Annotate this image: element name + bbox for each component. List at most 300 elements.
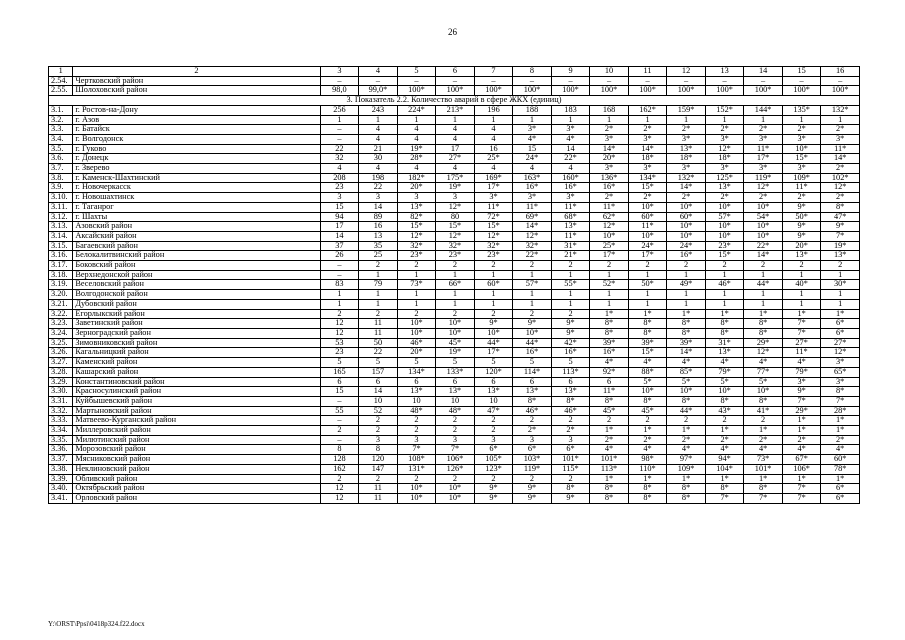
value-cell: 13*	[667, 144, 706, 154]
value-cell: 1	[744, 115, 783, 125]
value-cell: 3	[436, 435, 475, 445]
value-cell: 5*	[667, 377, 706, 387]
value-cell: 2	[551, 416, 590, 426]
value-cell: 12	[320, 493, 359, 503]
value-cell: 2	[436, 309, 475, 319]
value-cell: 27*	[436, 154, 475, 164]
value-cell: 32*	[474, 241, 513, 251]
value-cell: 110*	[628, 464, 667, 474]
value-cell: 5*	[744, 377, 783, 387]
value-cell: –	[628, 76, 667, 86]
value-cell: –	[320, 134, 359, 144]
table-row	[49, 416, 860, 426]
value-cell: 12*	[590, 222, 629, 232]
value-cell: 92*	[590, 367, 629, 377]
value-cell: 3*	[705, 164, 744, 174]
value-cell: 29*	[744, 338, 783, 348]
value-cell: 2*	[667, 125, 706, 135]
table-row	[49, 280, 860, 290]
value-cell: 8*	[667, 319, 706, 329]
value-cell: 2*	[744, 125, 783, 135]
value-cell: 2	[551, 261, 590, 271]
value-cell: 5*	[705, 377, 744, 387]
value-cell: 8*	[667, 396, 706, 406]
value-cell: 10*	[667, 202, 706, 212]
value-cell: 2	[397, 261, 436, 271]
value-cell: 100*	[782, 86, 821, 96]
value-cell: 8*	[705, 396, 744, 406]
value-cell: 2*	[744, 193, 783, 203]
value-cell: 1*	[821, 416, 860, 426]
row-index: 3.3.	[49, 125, 73, 135]
value-cell: 19*	[436, 348, 475, 358]
value-cell: 2	[782, 261, 821, 271]
value-cell: 55	[320, 406, 359, 416]
value-cell: 3	[551, 435, 590, 445]
value-cell: 7*	[744, 493, 783, 503]
value-cell: 125*	[705, 173, 744, 183]
value-cell: 16*	[513, 348, 552, 358]
header-cell: 14	[744, 67, 783, 77]
value-cell: 13*	[782, 251, 821, 261]
value-cell: 4*	[667, 358, 706, 368]
value-cell: 1	[628, 290, 667, 300]
header-cell: 8	[513, 67, 552, 77]
value-cell: 10*	[705, 202, 744, 212]
value-cell: 22*	[551, 154, 590, 164]
value-cell: 15	[320, 387, 359, 397]
value-cell: –	[320, 435, 359, 445]
value-cell: –	[821, 76, 860, 86]
value-cell: 3*	[513, 193, 552, 203]
value-cell: 2	[359, 261, 398, 271]
value-cell: 15*	[474, 222, 513, 232]
row-name: Красносулинский район	[73, 387, 320, 397]
table-row	[49, 328, 860, 338]
value-cell: 9*	[513, 319, 552, 329]
value-cell: 4*	[705, 358, 744, 368]
value-cell: 1	[628, 299, 667, 309]
row-name: г. Волгодонск	[73, 134, 320, 144]
value-cell: 10*	[397, 493, 436, 503]
value-cell: 44*	[513, 338, 552, 348]
value-cell: 1*	[821, 309, 860, 319]
value-cell: 2*	[705, 125, 744, 135]
value-cell: 10*	[705, 231, 744, 241]
value-cell: 3*	[821, 134, 860, 144]
value-cell: 32*	[397, 241, 436, 251]
value-cell: 1	[359, 115, 398, 125]
value-cell: 162	[320, 464, 359, 474]
value-cell: 73*	[744, 455, 783, 465]
value-cell: 99,0*	[359, 86, 398, 96]
row-name: Чертковский район	[73, 76, 320, 86]
value-cell: 5	[513, 358, 552, 368]
value-cell: 4	[359, 134, 398, 144]
value-cell: 8*	[513, 396, 552, 406]
value-cell: 24*	[513, 154, 552, 164]
value-cell: 18*	[705, 154, 744, 164]
header-cell: 2	[73, 67, 320, 77]
value-cell: 132*	[821, 105, 860, 115]
value-cell: 1*	[782, 474, 821, 484]
value-cell: 5	[474, 358, 513, 368]
table-row	[49, 319, 860, 329]
value-cell: 6*	[821, 493, 860, 503]
row-index: 3.15.	[49, 241, 73, 251]
row-name: Зимовниковский район	[73, 338, 320, 348]
value-cell: 69*	[513, 212, 552, 222]
value-cell: 23	[320, 348, 359, 358]
value-cell: 100*	[705, 86, 744, 96]
value-cell: 20*	[397, 348, 436, 358]
value-cell: 2	[474, 416, 513, 426]
value-cell: 72*	[474, 212, 513, 222]
value-cell: 8*	[744, 484, 783, 494]
value-cell: 10*	[397, 319, 436, 329]
row-index: 3.12.	[49, 212, 73, 222]
value-cell: 10	[436, 396, 475, 406]
value-cell: 3*	[782, 164, 821, 174]
value-cell: 43*	[705, 406, 744, 416]
value-cell: 6*	[551, 445, 590, 455]
value-cell: 4	[359, 125, 398, 135]
row-index: 3.21.	[49, 299, 73, 309]
value-cell: 1*	[628, 309, 667, 319]
row-name: Октябрьский район	[73, 484, 320, 494]
value-cell: 9*	[474, 319, 513, 329]
value-cell: 2	[551, 474, 590, 484]
value-cell: 1*	[590, 474, 629, 484]
row-name: г. Гуково	[73, 144, 320, 154]
value-cell: 88*	[628, 367, 667, 377]
value-cell: 10	[474, 396, 513, 406]
value-cell: 136*	[590, 173, 629, 183]
value-cell: 11	[359, 319, 398, 329]
value-cell: 10*	[436, 484, 475, 494]
value-cell: 32	[320, 154, 359, 164]
row-name: г. Таганрог	[73, 202, 320, 212]
value-cell: 4*	[667, 445, 706, 455]
value-cell: 4*	[628, 358, 667, 368]
value-cell: 1	[628, 270, 667, 280]
row-index: 3.27.	[49, 358, 73, 368]
value-cell: –	[474, 76, 513, 86]
value-cell: 14	[359, 387, 398, 397]
value-cell: 3*	[744, 164, 783, 174]
value-cell: 1	[590, 270, 629, 280]
value-cell: 16*	[513, 183, 552, 193]
value-cell: 101*	[590, 455, 629, 465]
value-cell: 2	[744, 261, 783, 271]
value-cell: 35	[359, 241, 398, 251]
row-index: 3.33.	[49, 416, 73, 426]
value-cell: 4*	[590, 358, 629, 368]
value-cell: 108*	[397, 455, 436, 465]
row-index: 3.9.	[49, 183, 73, 193]
value-cell: 8*	[590, 319, 629, 329]
value-cell: 20*	[590, 154, 629, 164]
value-cell: 3*	[821, 377, 860, 387]
value-cell: 80	[436, 212, 475, 222]
value-cell: 17*	[628, 251, 667, 261]
value-cell: 3	[397, 435, 436, 445]
value-cell: 40*	[782, 280, 821, 290]
value-cell: –	[782, 76, 821, 86]
row-index: 3.38.	[49, 464, 73, 474]
row-name: Заветинский район	[73, 319, 320, 329]
value-cell: 49*	[667, 280, 706, 290]
value-cell: 10*	[667, 387, 706, 397]
value-cell: 8*	[590, 328, 629, 338]
value-cell: 7*	[782, 319, 821, 329]
value-cell: 2	[590, 261, 629, 271]
value-cell: 1	[359, 299, 398, 309]
value-cell: 8	[320, 445, 359, 455]
value-cell: 100*	[513, 86, 552, 96]
value-cell: 10*	[744, 222, 783, 232]
value-cell: 7*	[782, 328, 821, 338]
value-cell: 60*	[474, 280, 513, 290]
value-cell: 2	[359, 416, 398, 426]
row-name: Кагальницкий район	[73, 348, 320, 358]
value-cell: 46*	[397, 338, 436, 348]
value-cell: 1	[474, 115, 513, 125]
value-cell: 79*	[705, 367, 744, 377]
value-cell: 3*	[590, 164, 629, 174]
row-name: Каменский район	[73, 358, 320, 368]
value-cell: 4*	[782, 358, 821, 368]
table-row	[49, 348, 860, 358]
value-cell: 83	[320, 280, 359, 290]
value-cell: 11*	[513, 202, 552, 212]
value-cell: 2	[436, 261, 475, 271]
value-cell: 13*	[705, 348, 744, 358]
value-cell: 1	[821, 115, 860, 125]
value-cell: 9*	[551, 328, 590, 338]
value-cell: 25*	[474, 154, 513, 164]
value-cell: 1*	[782, 416, 821, 426]
row-index: 3.28.	[49, 367, 73, 377]
value-cell: 1	[667, 299, 706, 309]
value-cell: 12*	[744, 348, 783, 358]
value-cell: 14*	[821, 154, 860, 164]
value-cell: 103*	[513, 455, 552, 465]
value-cell: 15	[513, 144, 552, 154]
value-cell: 25*	[590, 241, 629, 251]
row-index: 3.22.	[49, 309, 73, 319]
value-cell: 3	[359, 435, 398, 445]
row-name: Милютинский район	[73, 435, 320, 445]
value-cell: 7*	[397, 445, 436, 455]
value-cell: 4	[320, 164, 359, 174]
value-cell: 126*	[436, 464, 475, 474]
row-name: Мартыновский район	[73, 406, 320, 416]
value-cell: 4	[474, 134, 513, 144]
value-cell: 10	[397, 396, 436, 406]
value-cell: 13*	[474, 387, 513, 397]
row-index: 3.14.	[49, 231, 73, 241]
value-cell: 8*	[551, 484, 590, 494]
value-cell: 3*	[474, 193, 513, 203]
value-cell: –	[320, 125, 359, 135]
value-cell: 6*	[474, 445, 513, 455]
value-cell: 22*	[744, 241, 783, 251]
value-cell: 4*	[705, 445, 744, 455]
value-cell: 4*	[590, 445, 629, 455]
value-cell: 7*	[821, 396, 860, 406]
value-cell: 1	[320, 115, 359, 125]
table-row	[49, 241, 860, 251]
value-cell: 10*	[744, 202, 783, 212]
header-cell: 15	[782, 67, 821, 77]
value-cell: 47*	[474, 406, 513, 416]
value-cell: 8	[359, 445, 398, 455]
value-cell: 4	[359, 164, 398, 174]
value-cell: 6	[474, 377, 513, 387]
value-cell: 1	[397, 299, 436, 309]
value-cell: 2*	[782, 193, 821, 203]
value-cell: 9*	[782, 222, 821, 232]
value-cell: 3	[474, 435, 513, 445]
value-cell: 3*	[513, 125, 552, 135]
value-cell: 4	[436, 125, 475, 135]
value-cell: 8*	[628, 328, 667, 338]
table-row	[49, 406, 860, 416]
value-cell: 7*	[705, 493, 744, 503]
value-cell: 10*	[705, 387, 744, 397]
value-cell: 16	[474, 144, 513, 154]
value-cell: 105*	[474, 455, 513, 465]
value-cell: 10*	[628, 387, 667, 397]
row-index: 3.2.	[49, 115, 73, 125]
value-cell: 8*	[821, 387, 860, 397]
value-cell: 17	[320, 222, 359, 232]
value-cell: 3*	[782, 377, 821, 387]
value-cell: 17	[436, 144, 475, 154]
value-cell: 1*	[744, 309, 783, 319]
value-cell: 10*	[744, 231, 783, 241]
value-cell: 14*	[667, 183, 706, 193]
value-cell: 13*	[397, 202, 436, 212]
value-cell: 45*	[436, 338, 475, 348]
value-cell: 29*	[782, 406, 821, 416]
row-index: 3.20.	[49, 290, 73, 300]
value-cell: 10*	[667, 222, 706, 232]
value-cell: 7*	[782, 493, 821, 503]
value-cell: 1	[628, 115, 667, 125]
value-cell: 22*	[513, 251, 552, 261]
value-cell: 60*	[821, 455, 860, 465]
header-cell: 13	[705, 67, 744, 77]
value-cell: 109*	[782, 173, 821, 183]
value-cell: 1	[551, 270, 590, 280]
value-cell: 3*	[551, 193, 590, 203]
value-cell: 28*	[397, 154, 436, 164]
value-cell: 14*	[513, 222, 552, 232]
table-row	[49, 377, 860, 387]
value-cell: 2*	[705, 435, 744, 445]
row-name: Неклиновский район	[73, 464, 320, 474]
value-cell: 100*	[397, 86, 436, 96]
value-cell: 7*	[782, 396, 821, 406]
value-cell: 9*	[782, 387, 821, 397]
value-cell: 1	[513, 115, 552, 125]
value-cell: 39*	[590, 338, 629, 348]
value-cell: 10*	[667, 231, 706, 241]
value-cell: 1*	[821, 426, 860, 436]
value-cell: 2*	[667, 193, 706, 203]
value-cell: 13*	[551, 387, 590, 397]
value-cell: 6	[513, 377, 552, 387]
value-cell: 1*	[667, 309, 706, 319]
value-cell: 2*	[782, 435, 821, 445]
value-cell: 8*	[705, 319, 744, 329]
value-cell: 1	[821, 299, 860, 309]
row-name: Обливский район	[73, 474, 320, 484]
value-cell: 11*	[590, 387, 629, 397]
value-cell: 134*	[628, 173, 667, 183]
value-cell: 1	[397, 290, 436, 300]
value-cell: –	[551, 76, 590, 86]
value-cell: 47*	[821, 212, 860, 222]
value-cell: 17*	[474, 348, 513, 358]
value-cell: –	[744, 76, 783, 86]
value-cell: 162*	[628, 105, 667, 115]
value-cell: 44*	[744, 280, 783, 290]
value-cell: 1	[782, 299, 821, 309]
header-cell: 3	[320, 67, 359, 77]
value-cell: 1	[782, 115, 821, 125]
value-cell: 100*	[667, 86, 706, 96]
value-cell: 79	[359, 280, 398, 290]
table-row	[49, 144, 860, 154]
value-cell: 4*	[628, 445, 667, 455]
value-cell: 79*	[782, 367, 821, 377]
value-cell: 9*	[513, 493, 552, 503]
value-cell: 119*	[744, 173, 783, 183]
row-name: г. Батайск	[73, 125, 320, 135]
value-cell: 19*	[436, 183, 475, 193]
value-cell: 15*	[628, 348, 667, 358]
row-index: 3.36.	[49, 445, 73, 455]
value-cell: 26	[320, 251, 359, 261]
header-cell: 11	[628, 67, 667, 77]
value-cell: 12	[320, 319, 359, 329]
value-cell: 3	[436, 193, 475, 203]
value-cell: 20*	[397, 183, 436, 193]
table-row	[49, 299, 860, 309]
value-cell: 3*	[744, 134, 783, 144]
value-cell: 8*	[667, 328, 706, 338]
row-name: г. Каменск-Шахтинский	[73, 173, 320, 183]
value-cell: 13*	[513, 387, 552, 397]
value-cell: 1	[397, 115, 436, 125]
value-cell: 52	[359, 406, 398, 416]
value-cell: 11	[359, 328, 398, 338]
value-cell: 12*	[821, 183, 860, 193]
row-name: Мясниковский район	[73, 455, 320, 465]
value-cell: 23*	[474, 251, 513, 261]
header-cell: 5	[397, 67, 436, 77]
value-cell: 8*	[628, 484, 667, 494]
value-cell: 37	[320, 241, 359, 251]
table-row	[49, 464, 860, 474]
row-name: Шолоховский район	[73, 86, 320, 96]
value-cell: 106*	[782, 464, 821, 474]
value-cell: –	[667, 76, 706, 86]
value-cell: –	[359, 76, 398, 86]
